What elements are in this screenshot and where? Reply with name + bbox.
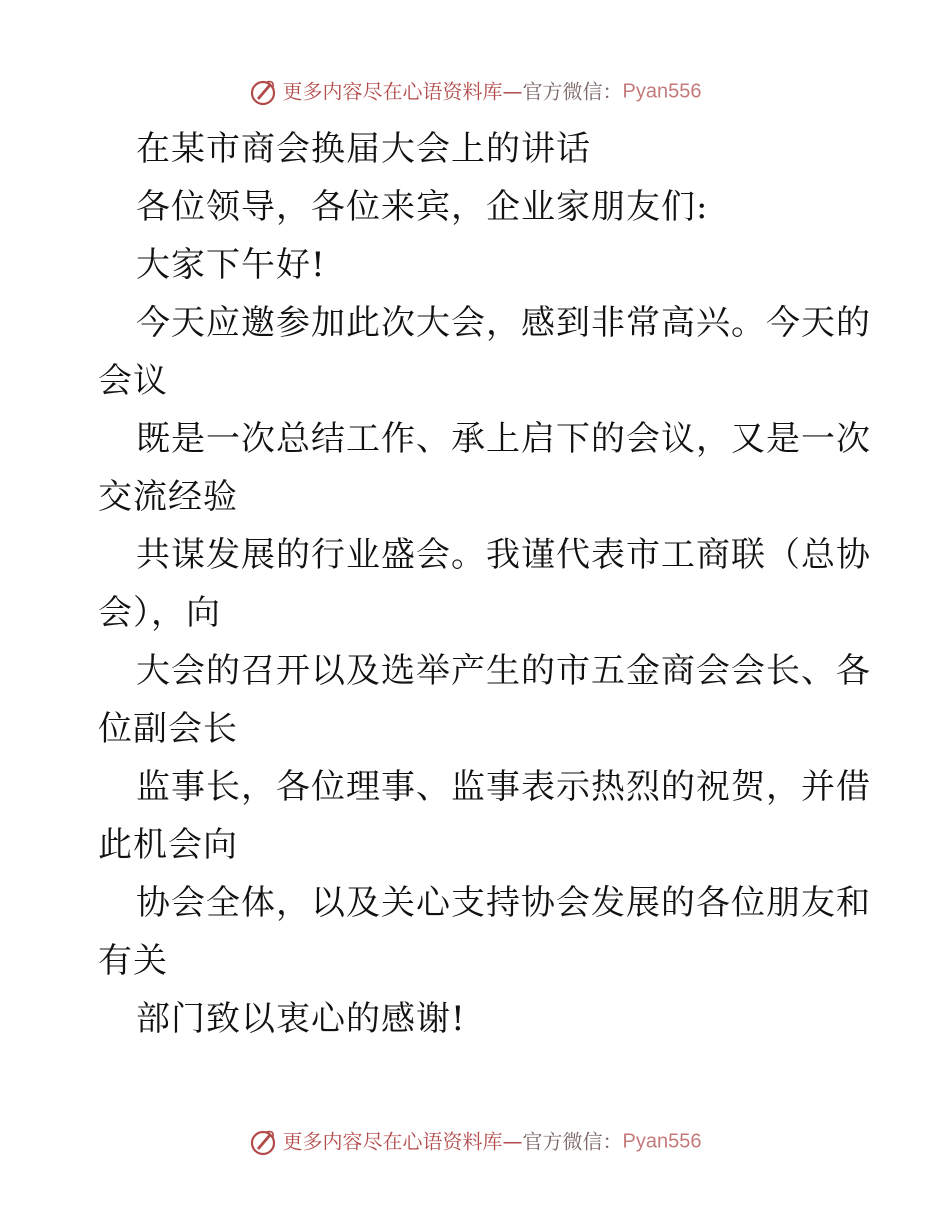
paragraph-line: 共谋发展的行业盛会。我谨代表市工商联（总协 <box>136 535 871 575</box>
watermark-wechat-label: 官方微信： <box>522 79 623 104</box>
watermark-wechat-label: 官方微信： <box>522 1129 623 1154</box>
paragraph-line: 协会全体，以及关心支持协会发展的各位朋友和 <box>136 883 871 923</box>
watermark-brand: 更多内容尽在心语资料库 <box>282 79 503 104</box>
document-body <box>98 120 871 1048</box>
watermark-brand: 更多内容尽在心语资料库 <box>282 1129 503 1154</box>
paragraph-line: 有关 <box>98 941 168 981</box>
header-watermark <box>0 75 950 105</box>
paragraph-line: 会），向 <box>98 593 221 633</box>
watermark-wechat-id: Pyan556 <box>622 1130 702 1153</box>
paragraph-line: 监事长，各位理事、监事表示热烈的祝贺，并借 <box>136 767 871 807</box>
watermark-dash: — <box>502 79 523 104</box>
greeting: 大家下午好! <box>136 245 326 285</box>
paragraph-line: 交流经验 <box>98 477 238 517</box>
document-title: 在某市商会换届大会上的讲话 <box>136 129 591 169</box>
paragraph-line: 既是一次总结工作、承上启下的会议，又是一次 <box>136 419 871 459</box>
paragraph-line: 位副会长 <box>98 709 238 749</box>
paragraph-line: 此机会向 <box>98 825 238 865</box>
paragraph-line: 部门致以衷心的感谢! <box>136 999 466 1039</box>
quill-logo-icon <box>249 1128 277 1156</box>
paragraph-line: 今天应邀参加此次大会，感到非常高兴。今天的 <box>136 303 871 343</box>
quill-logo-icon <box>249 78 277 106</box>
paragraph-line: 会议 <box>98 361 168 401</box>
watermark-dash: — <box>502 1129 523 1154</box>
salutation: 各位领导，各位来宾，企业家朋友们: <box>136 187 709 227</box>
paragraph-line: 大会的召开以及选举产生的市五金商会会长、各 <box>136 651 871 691</box>
watermark-wechat-id: Pyan556 <box>622 80 702 103</box>
footer-watermark <box>0 1125 950 1155</box>
